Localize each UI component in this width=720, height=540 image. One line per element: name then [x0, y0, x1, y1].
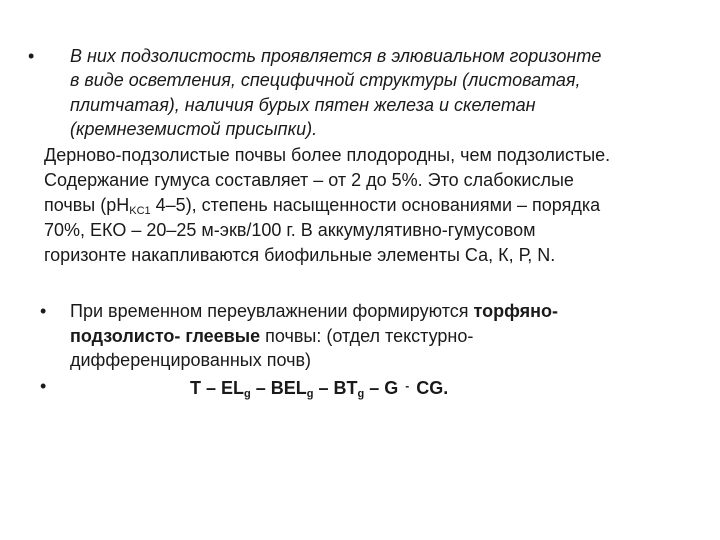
block3-bold-term-2: подзолисто- глеевые	[70, 326, 261, 346]
block2-line-4: 70%, ЕКО – 20–25 м-экв/100 г. В аккумулятивно-гумусовом	[44, 220, 536, 240]
bullet-2: •	[40, 301, 47, 321]
block2-line-3-rest: 4–5), степень насыщенности основаниями – порядка	[150, 195, 601, 215]
ph-subscript: KC1	[129, 205, 151, 217]
block3-line-2-text: почвы: (отдел текстурно-	[260, 326, 474, 346]
block3-line-2	[70, 326, 473, 346]
formula-part-4: – G	[364, 378, 404, 398]
block3-line-1	[70, 301, 558, 321]
formula-part-3: – BT	[313, 378, 358, 398]
formula-part-1: T – EL	[190, 378, 245, 398]
ph-label: почвы (pH	[44, 195, 130, 215]
formula-part-5: CG.	[411, 378, 449, 398]
block1-line-2: в виде осветления, специфичной структуры (листоватая,	[70, 70, 581, 90]
block1-line-3: плитчатая), наличия бурых пятен железа и скелетан	[70, 95, 536, 115]
block3-line-1-text: При временном переувлажнении формируются	[70, 301, 474, 321]
block2-line-3	[44, 195, 600, 215]
block3-bold-term-1: торфяно-	[473, 301, 558, 321]
block2-line-1: Дерново-подзолистые почвы более плодородны, чем подзолистые.	[44, 145, 611, 165]
block3-line-3: дифференцированных почв)	[70, 350, 312, 370]
block1-line-4: (кремнеземистой присыпки).	[70, 119, 318, 139]
block2-line-2: Содержание гумуса составляет – от 2 до 5%. Это слабокислые	[44, 170, 574, 190]
block2-line-5: горизонте накапливаются биофильные элементы Са, К, Р, N.	[44, 245, 556, 265]
formula-sub-1: g	[244, 388, 251, 400]
formula-separator: ‑	[405, 379, 410, 393]
formula-sub-2: g	[306, 388, 314, 400]
formula-part-2: – BEL	[250, 378, 307, 398]
block1-line-1: В них подзолистость проявляется в элювиальном горизонте	[70, 46, 602, 66]
bullet-1: •	[28, 46, 35, 66]
horizon-formula	[190, 376, 448, 398]
bullet-3: •	[40, 376, 47, 396]
formula-sub-3: g	[357, 388, 365, 400]
